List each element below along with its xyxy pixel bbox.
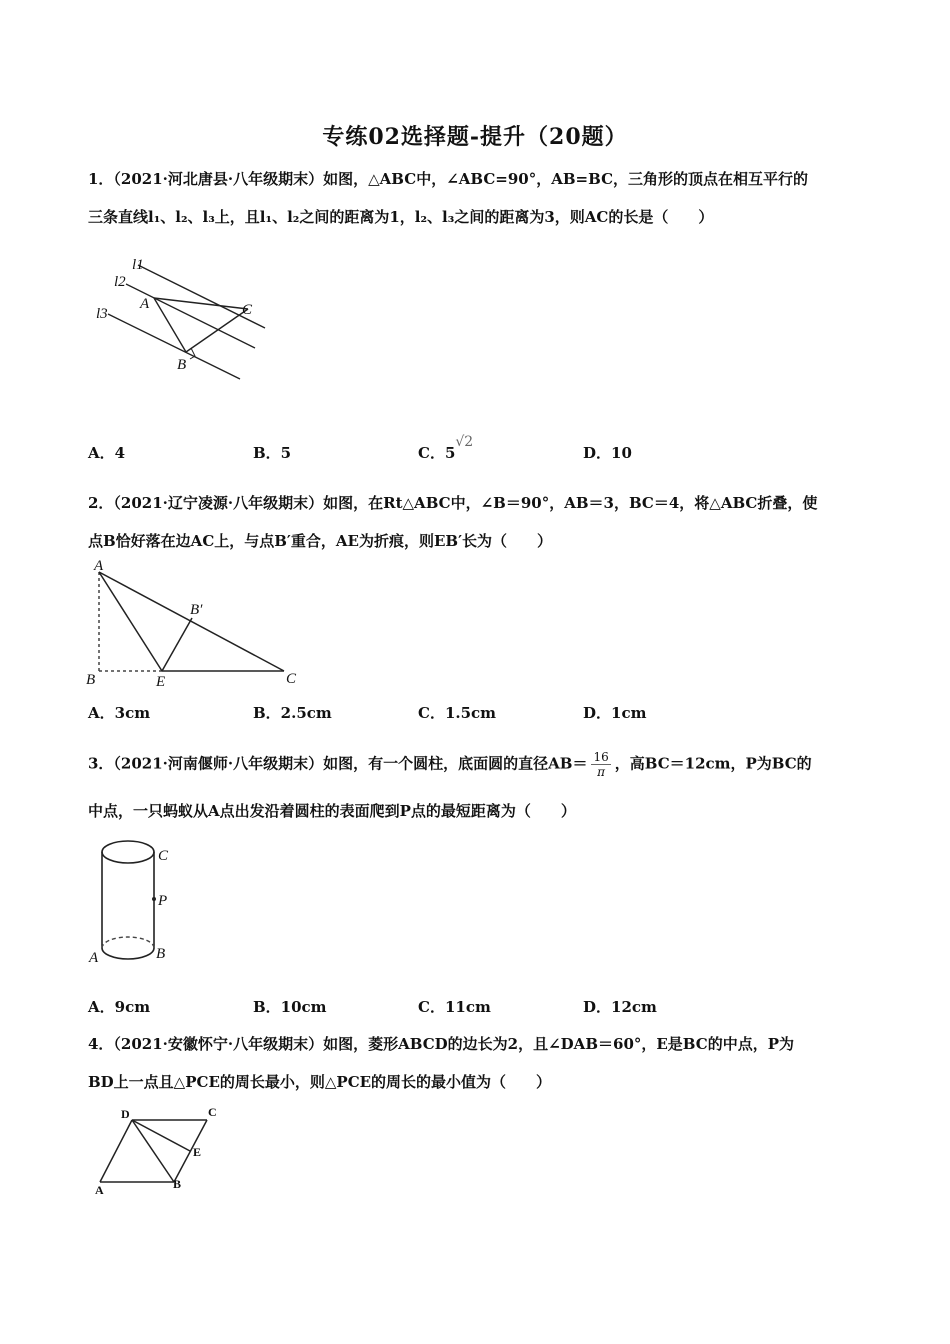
question-3-option-b[interactable]: B．10cm xyxy=(253,998,327,1016)
label-l1: l1 xyxy=(132,257,144,273)
question-1-text-line2: 三条直线l₁、l₂、l₃上，且l₁、l₂之间的距离为1，l₂、l₃之间的距离为3，则AC的长是（ ） xyxy=(88,208,714,226)
label-A: A xyxy=(95,1183,104,1196)
label-C: C xyxy=(242,302,253,318)
label-A: A xyxy=(94,558,104,574)
question-4-text-line1: 4．（2021·安徽怀宁·八年级期末）如图，菱形ABCD的边长为2，且∠DAB＝60°，E是BC的中点，P为 xyxy=(88,1035,794,1053)
label-D: D xyxy=(121,1107,130,1121)
label-B: B xyxy=(156,946,166,962)
question-3-option-c[interactable]: C．11cm xyxy=(418,998,491,1016)
label-B-prime: B′ xyxy=(190,602,203,618)
label-P: P xyxy=(158,893,168,909)
question-1-option-c-label: C．5 xyxy=(418,444,456,462)
question-2-text-line1: 2．（2021·辽宁凌源·八年级期末）如图，在Rt△ABC中，∠B＝90°，AB＝3，BC＝4，将△ABC折叠，使 xyxy=(88,494,818,512)
sqrt-2: √2 xyxy=(455,434,474,450)
question-3-text-part2: ，高BC＝12cm，P为BC的 xyxy=(614,754,812,773)
question-3-figure xyxy=(86,832,196,972)
question-3-text-part1: 3．（2021·河南偃师·八年级期末）如图，有一个圆柱，底面圆的直径AB＝ xyxy=(88,754,588,773)
question-1-figure xyxy=(90,252,280,387)
label-B: B xyxy=(177,357,187,373)
question-3-option-a[interactable]: A．9cm xyxy=(88,998,151,1016)
fraction-denominator: π xyxy=(597,765,606,779)
fraction xyxy=(591,750,610,779)
question-1-option-d[interactable]: D．10 xyxy=(583,444,632,462)
question-4-figure xyxy=(92,1104,232,1196)
question-3-text-line2: 中点，一只蚂蚁从A点出发沿着圆柱的表面爬到P点的最短距离为（ ） xyxy=(88,802,576,820)
label-C: C xyxy=(208,1105,217,1119)
question-2-option-d[interactable]: D．1cm xyxy=(583,704,647,722)
fraction-numerator: 16 xyxy=(593,750,609,764)
label-B: B xyxy=(86,672,96,688)
question-2-option-c[interactable]: C．1.5cm xyxy=(418,704,497,722)
question-4-text-line2: BD上一点且△PCE的周长最小，则△PCE的周长的最小值为（ ） xyxy=(88,1073,552,1091)
question-2-text-line2: 点B恰好落在边AC上，与点B′重合，AE为折痕，则EB′长为（ ） xyxy=(88,532,553,550)
question-2-option-a[interactable]: A．3cm xyxy=(88,704,151,722)
label-l3: l3 xyxy=(96,306,108,322)
label-C: C xyxy=(158,848,169,864)
label-A: A xyxy=(89,950,99,966)
label-A: A xyxy=(140,296,150,312)
question-1-option-c[interactable] xyxy=(418,434,474,463)
question-1-option-a[interactable]: A．4 xyxy=(88,444,126,462)
page-title: 专练02选择题-提升（20题） xyxy=(322,124,628,150)
label-B: B xyxy=(173,1177,182,1191)
label-C: C xyxy=(286,671,297,687)
question-2-figure xyxy=(84,556,304,692)
label-l2: l2 xyxy=(114,274,126,290)
label-E: E xyxy=(156,674,166,690)
question-3-option-d[interactable]: D．12cm xyxy=(583,998,657,1016)
question-3-text-line1 xyxy=(88,750,812,779)
label-E: E xyxy=(193,1145,202,1159)
question-1-option-b[interactable]: B．5 xyxy=(253,444,292,462)
question-1-text-line1: 1．（2021·河北唐县·八年级期末）如图，△ABC中，∠ABC=90°，AB=BC，三角形的顶点在相互平行的 xyxy=(88,170,809,188)
question-2-option-b[interactable]: B．2.5cm xyxy=(253,704,332,722)
